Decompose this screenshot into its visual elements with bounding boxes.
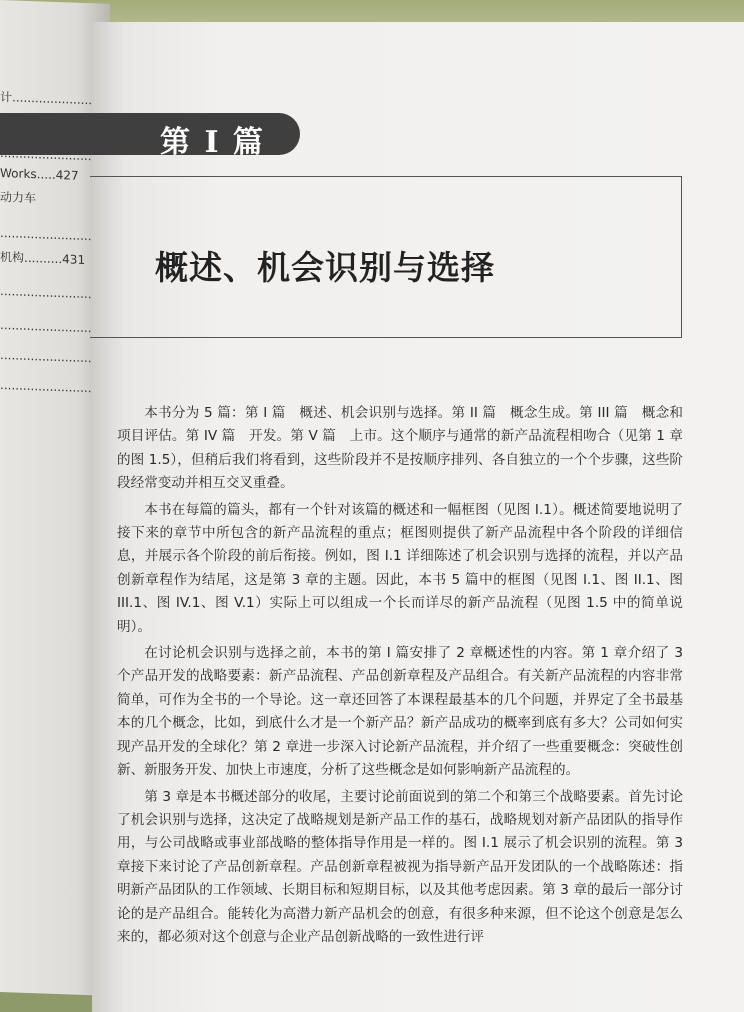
toc-entry: 动力车 [0,190,37,206]
toc-entry: 计..................... [0,90,93,108]
toc-entry: ........................ [0,226,92,244]
paragraph: 本书在每篇的篇头，都有一个针对该篇的概述和一幅框图（见图 I.1）。概述简要地说明了接下来的章节中所包含的新产品流程的重点；框图则提供了新产品流程中各个阶段的详细信息，并展示各个阶段的前后衔接。例如，图 I.1 详细陈述了机会识别与选择的流程，并以产品创新章程作为结尾，这是第 3 章的主题。因此，本书 5 篇中的框图（见图 I.1、图 II.1、图 III.1、图 IV.1、图 V.1）实际上可以组成一个长而详尽的新产品流程（见图 1.5 中的简单说明）。 [117,501,683,635]
part-title: 概述、机会识别与选择 [155,248,495,287]
toc-entry: ........................ [0,348,92,366]
part-label: 第 I 篇 [160,125,265,160]
toc-entry: ........................ [0,318,92,336]
paragraph: 本书分为 5 篇：第 I 篇 概述、机会识别与选择。第 II 篇 概念生成。第 III 篇 概念和项目评估。第 IV 篇 开发。第 V 篇 上市。这个顺序与通常的新产品流程相吻合（见第 1 章的图 1.5），但稍后我们将看到，这些阶段并不是按顺序排列、各自独立的一个个步骤，这些阶段经常变动并相互交叉重叠。 [117,405,683,492]
toc-entry: 机构..........431 [0,250,86,267]
paragraph: 在讨论机会识别与选择之前，本书的第 I 篇安排了 2 章概述性的内容。第 1 章介绍了 3 个产品开发的战略要素：新产品流程、产品创新章程及产品组合。有关新产品流程的内容非常简单，可作为全书的一个导论。这一章还回答了本课程最基本的几个问题，并界定了全书最基本的几个概念，比如，到底什么才是一个新产品？新产品成功的概率到底有多大？公司如何实现产品开发的全球化？第 2 章进一步深入讨论新产品流程，并介绍了一些重要概念：突破性创新、新服务开发、加快上市速度，分析了这些概念是如何影响新产品流程的。 [117,645,683,779]
body-text [117,402,683,952]
toc-entry: Works.....427 [0,166,79,183]
toc-entry: ........................ [0,284,92,302]
paragraph: 第 3 章是本书概述部分的收尾，主要讨论前面说到的第二个和第三个战略要素。首先讨论了机会识别与选择，这决定了战略规划是新产品工作的基石，战略规划对新产品团队的指导作用，与公司战略或事业部战略的整体指导作用是一样的。图 I.1 展示了机会识别的流程。第 3 章接下来讨论了产品创新章程。产品创新章程被视为指导新产品开发团队的一个战略陈述：指明新产品团队的工作领域、长期目标和短期目标，以及其他考虑因素。第 3 章的最后一部分讨论的是产品组合。能转化为高潜力新产品机会的创意，有很多种来源，但不论这个创意是怎么来的，都必须对这个创意与企业产品创新战略的一致性进行评 [117,788,683,945]
toc-entry: ........................ [0,378,92,396]
